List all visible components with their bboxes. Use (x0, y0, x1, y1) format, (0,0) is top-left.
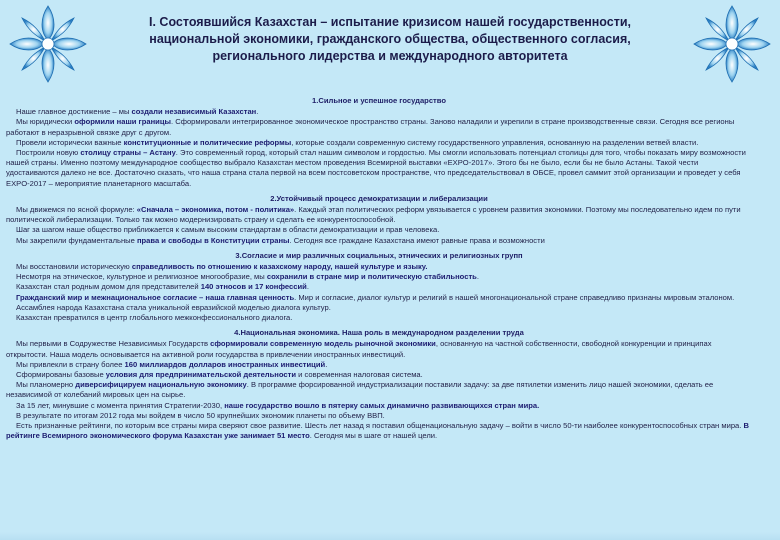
section-heading: 1.Сильное и успешное государство (312, 96, 446, 105)
section (6, 328, 752, 441)
emphasis: диверсифицируем национальную экономику (75, 380, 247, 390)
paragraph: Наше главное достижение – мы создали независимый Казахстан. (16, 107, 259, 117)
title-line: регионального лидерства и международного авторитета (212, 49, 568, 63)
emphasis: права и свободы в Конституции страны (136, 235, 290, 245)
emphasis: создали независимый Казахстан (131, 107, 257, 117)
paragraph: Гражданский мир и межнациональное согласие – наша главная ценность. Мир и согласие, диалог культур и религий в нашей многонациональной стране справедливо признаны мировым эталоном. (16, 292, 735, 302)
paragraph: Мы движемся по ясной формуле: «Сначала – экономика, потом - политика». Каждый этап политических реформ увязывается с уровнем развития экономики. Поэтому мы последовательно идем по пути политической либерализации. Только так можно модернизировать страну и сделать ее конкурентоспособной. (6, 205, 741, 225)
snowflake-ornament-icon (6, 2, 90, 86)
emphasis: сформировали современную модель рыночной экономики (210, 339, 436, 349)
emphasis: Гражданский мир и межнациональное согласие – наша главная ценность (16, 292, 295, 302)
paragraph: Построили новую столицу страны – Астану. Это современный город, который стал нашим символом и гордостью. Мы смогли использовать потенциал столицы для того, чтобы показать миру возможности нашей страны. Именно поэтому международное сообщество выбрало Казахстан местом проведения Всемирной выставки «EXPO-2017». Этого бы не было, если бы не было Астаны. Такой чести удостаиваются далеко не все. Достаточно сказать, что наша страна стала первой на всем постсоветском пространстве, что председательствовал в ОБСЕ, провел саммит этой организации и проведет у себя EXPO-2017 – мероприятие планетарного масштаба. (6, 148, 746, 188)
paragraph: Сформированы базовые условия для предпринимательской деятельности и современная налоговая система. (16, 370, 423, 380)
paragraph: Ассамблея народа Казахстана стала уникальной евразийской моделью диалога культур. (16, 302, 331, 312)
paragraph: Мы планомерно диверсифицируем национальную экономику. В программе форсированной индустриализации поставили задачу: за две пятилетки изменить лицо нашей экономики, сделать ее независимой от колебаний мировых цен на сырье. (6, 380, 714, 400)
paragraph: За 15 лет, минувшие с момента принятия Стратегии-2030, наше государство вошло в пятерку самых динамично развивающихся стран мира. (16, 400, 540, 410)
emphasis: наше государство вошло в пятерку самых динамично развивающихся стран мира. (224, 400, 540, 410)
snowflake-ornament-icon (690, 2, 774, 86)
emphasis: оформили наши границы (74, 117, 171, 127)
paragraph: Шаг за шагом наше общество приближается к самым высоким стандартам в области демократизации и прав человека. (16, 225, 440, 235)
paragraph: Казахстан превратился в центр глобального межконфессионального диалога. (16, 313, 293, 323)
title-line: I. Состоявшийся Казахстан – испытание кризисом нашей государственности, (149, 15, 631, 29)
section-heading: 2.Устойчивый процесс демократизации и либерализации (270, 193, 488, 203)
emphasis: справедливость по отношению к казахскому народу, нашей культуре и языку. (131, 262, 428, 272)
emphasis: условия для предпринимательской деятельности (105, 370, 297, 380)
emphasis: сохранили в стране мир и политическую стабильность (266, 272, 477, 282)
document-body (6, 96, 752, 447)
emphasis: В рейтинге Всемирного экономического форума Казахстан уже занимает 51 место (6, 421, 749, 441)
paragraph: Казахстан стал родным домом для представителей 140 этносов и 17 конфессий. (16, 282, 309, 292)
paragraph: Провели исторически важные конституционные и политические реформы, которые создали современную систему государственного управления, основанную на разделении ветвей власти. (16, 137, 699, 147)
emphasis: «Сначала – экономика, потом - политика» (136, 205, 295, 215)
paragraph: Мы юридически оформили наши границы. Сформировали интегрированное экономическое пространство страны. Заново наладили и укрепили в стране производственные связи. Сегодня все регионы работают в неразрывной связке друг с другом. (6, 117, 735, 137)
paragraph: В результате по итогам 2012 года мы войдем в число 50 крупнейших экономик планеты по объему ВВП. (16, 410, 385, 420)
emphasis: 160 миллиардов долларов иностранных инвестиций (124, 359, 326, 369)
paragraph: Мы закрепили фундаментальные права и свободы в Конституции страны. Сегодня все граждане Казахстана имеют равные права и возможности (16, 235, 545, 245)
paragraph: Мы первыми в Содружестве Независимых Государств сформировали современную модель рыночной экономики, основанную на частной собственности, свободной конкуренции и принципах открытости. Наша модель основывается на активной роли государства в привлечении иностранных инвестиций. (6, 339, 712, 359)
page-title (100, 14, 680, 65)
emphasis: конституционные и политические реформы (123, 137, 292, 147)
paragraph: Несмотря на этническое, культурное и религиозное многообразие, мы сохранили в стране мир и политическую стабильность. (16, 272, 479, 282)
section (6, 251, 752, 323)
title-line: национальной экономики, гражданского общества, общественного согласия, (149, 32, 631, 46)
section-heading: 4.Национальная экономика. Наша роль в международном разделении труда (234, 328, 524, 338)
paragraph: Мы привлекли в страну более 160 миллиардов долларов иностранных инвестиций. (16, 359, 328, 369)
emphasis: столицу страны – Астану (80, 148, 176, 158)
paragraph: Мы восстановили историческую справедливость по отношению к казахскому народу, нашей культуре и языку. (16, 262, 428, 272)
bottom-fade (0, 532, 780, 540)
section-heading: 3.Согласие и мир различных социальных, этнических и религиозных групп (235, 250, 523, 260)
paragraph: Есть признанные рейтинги, по которым все страны мира сверяют свое развитие. Шесть лет назад я поставил общенациональную задачу – войти в число 50-ти наиболее конкурентоспособных стран мира. В рейтинге Всемирного экономического форума Казахстан уже занимает 51 место. Сегодня мы в шаге от нашей цели. (6, 421, 749, 441)
section (6, 96, 752, 189)
section (6, 194, 752, 246)
emphasis: 140 этносов и 17 конфессий (200, 282, 307, 292)
